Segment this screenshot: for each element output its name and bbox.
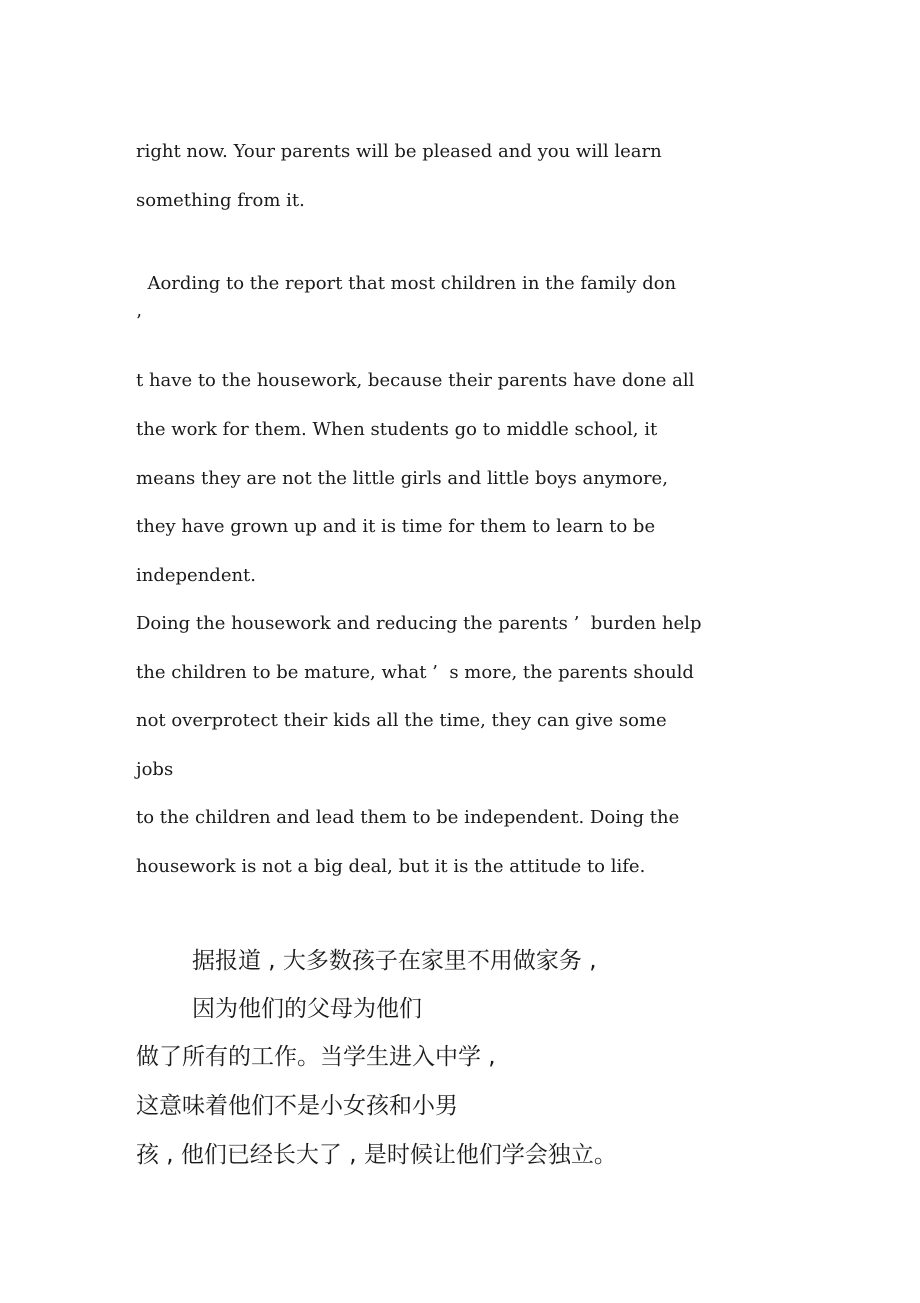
english-line-9: independent.	[136, 565, 257, 586]
english-line-11: the children to be mature, what ’ s more, the parents should	[136, 662, 694, 683]
english-line-14: to the children and lead them to be independent. Doing the	[136, 807, 680, 828]
chinese-line-2: 因为他们的父母为他们	[192, 996, 422, 1022]
english-line-6: the work for them. When students go to middle school, it	[136, 419, 658, 440]
english-line-5: t have to the housework, because their parents have done all	[136, 370, 695, 391]
english-line-12: not overprotect their kids all the time, they can give some	[136, 710, 667, 731]
english-line-13: jobs	[136, 759, 174, 780]
chinese-line-5: 孩 , 他们已经长大了 , 是时候让他们学会独立。	[136, 1142, 617, 1168]
chinese-line-3: 做了所有的工作。当学生进入中学 ,	[136, 1044, 496, 1070]
english-line-1: right now. Your parents will be pleased and you will learn	[136, 141, 662, 162]
english-line-2: something from it.	[136, 190, 305, 211]
english-line-15: housework is not a big deal, but it is the attitude to life.	[136, 856, 646, 877]
english-line-7: means they are not the little girls and little boys anymore,	[136, 468, 668, 489]
english-line-4: ’	[136, 311, 142, 332]
chinese-line-4: 这意味着他们不是小女孩和小男	[136, 1093, 458, 1119]
chinese-line-1: 据报道 , 大多数孩子在家里不用做家务 ,	[192, 948, 597, 974]
english-line-10: Doing the housework and reducing the parents ’ burden help	[136, 613, 702, 634]
english-line-8: they have grown up and it is time for them to learn to be	[136, 516, 656, 537]
english-line-3: Aording to the report that most children in the family don	[136, 273, 677, 294]
